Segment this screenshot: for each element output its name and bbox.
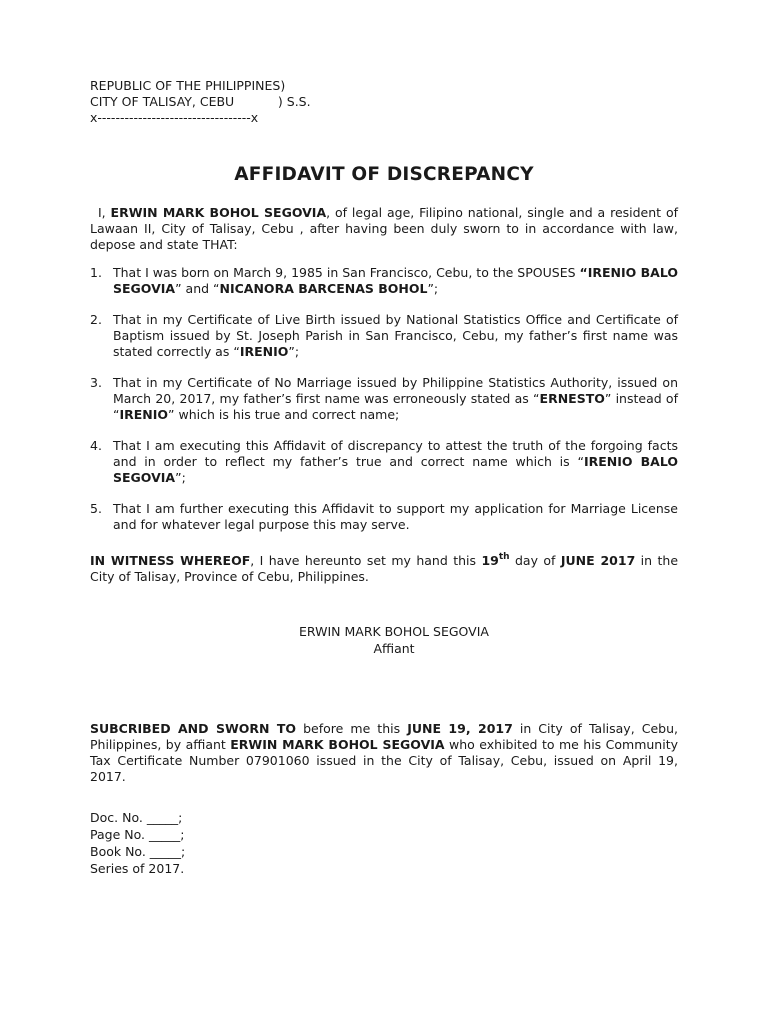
statement-item-4 [90,438,678,486]
signature-name: ERWIN MARK BOHOL SEGOVIA [299,624,489,639]
affiant-name: ERWIN MARK BOHOL SEGOVIA [110,205,327,220]
item-text: That in my Certificate of No Marriage issued by Philippine Statistics Authority, issued on March 20, 2017, my father’s first name was erroneously stated as “ [113,375,678,406]
document-title: AFFIDAVIT OF DISCREPANCY [234,164,534,185]
item-number: 5. [90,501,102,516]
statement-item-5 [90,501,678,533]
jurat-text: before me this [296,721,408,736]
item-bold: IRENIO [119,407,169,422]
statement-item-3 [90,375,678,423]
jurat-text: who exhibited to me his Community Tax Certificate Number 07901060 issued in the City of Talisay, Cebu, issued on April 19, 2017. [90,737,678,784]
caption-separator: x----------------------------------x [90,110,259,125]
item-bold: IRENIO BALO SEGOVIA [113,454,679,485]
signature-role: Affiant [373,641,415,656]
witness-heading: IN WITNESS WHEREOF [90,553,251,568]
jurat-text: in City of Talisay, Cebu, Philippines, by affiant [90,721,678,752]
item-text: That I am executing this Affidavit of discrepancy to attest the truth of the forgoing facts and in order to reflect my father’s true and correct name which is “ [113,438,678,469]
item-number: 1. [90,265,102,280]
intro-text: I, [98,205,111,220]
item-text: ”; [427,281,439,296]
jurat-date: JUNE 19, 2017 [407,721,513,736]
item-number: 2. [90,312,102,327]
witness-text: in the City of Talisay, Province of Cebu, Philippines. [90,553,679,584]
affidavit-document [90,78,678,877]
doc-number: Doc. No. _____; [90,810,183,825]
item-number: 4. [90,438,102,453]
jurat-heading: SUBCRIBED AND SWORN TO [90,721,297,736]
witness-day-suffix: th [498,552,510,562]
item-text: ” and “ [175,281,220,296]
item-text: That I was born on March 9, 1985 in San Francisco, Cebu, to the SPOUSES [113,265,580,280]
item-bold: “IRENIO BALO SEGOVIA [113,265,679,296]
witness-text: , I have hereunto set my hand this [250,553,482,568]
statement-list [90,265,678,533]
witness-paragraph [90,553,678,585]
item-number: 3. [90,375,102,390]
item-text: That I am further executing this Affidavit to support my application for Marriage License and for whatever legal purpose this may serve. [113,501,678,532]
item-bold: IRENIO [239,344,289,359]
statement-item-2 [90,312,678,360]
signature-block [110,623,678,657]
item-text: ”; [175,470,186,485]
item-text: ” which is his true and correct name; [168,407,400,422]
book-number: Book No. _____; [90,844,186,859]
caption-line-city: CITY OF TALISAY, CEBU ) S.S. [90,94,311,109]
item-bold: NICANORA BARCENAS BOHOL [219,281,428,296]
item-bold: ERNESTO [539,391,605,406]
witness-text: day of [509,553,561,568]
series-year: Series of 2017. [90,861,185,876]
witness-month-year: JUNE 2017 [560,553,636,568]
item-text: ”; [288,344,300,359]
intro-paragraph [90,205,678,253]
statement-item-1 [90,265,678,297]
jurat-affiant-name: ERWIN MARK BOHOL SEGOVIA [230,737,445,752]
witness-day: 19 [481,553,499,568]
venue-caption [90,78,678,126]
notarial-register [90,809,678,877]
page-number: Page No. _____; [90,827,185,842]
item-text: ” instead of “ [113,391,678,422]
item-text: That in my Certificate of Live Birth issued by National Statistics Office and Certificate of Baptism issued by St. Joseph Parish in San Francisco, Cebu, my father’s first name was stated correctly as “ [113,312,678,359]
jurat-paragraph [90,721,678,785]
caption-line-republic: REPUBLIC OF THE PHILIPPINES) [90,78,286,93]
intro-text: , of legal age, Filipino national, single and a resident of Lawaan II, City of Talisay, Cebu , after having been duly sworn to in accordance with law, depose and state THAT: [90,205,678,252]
